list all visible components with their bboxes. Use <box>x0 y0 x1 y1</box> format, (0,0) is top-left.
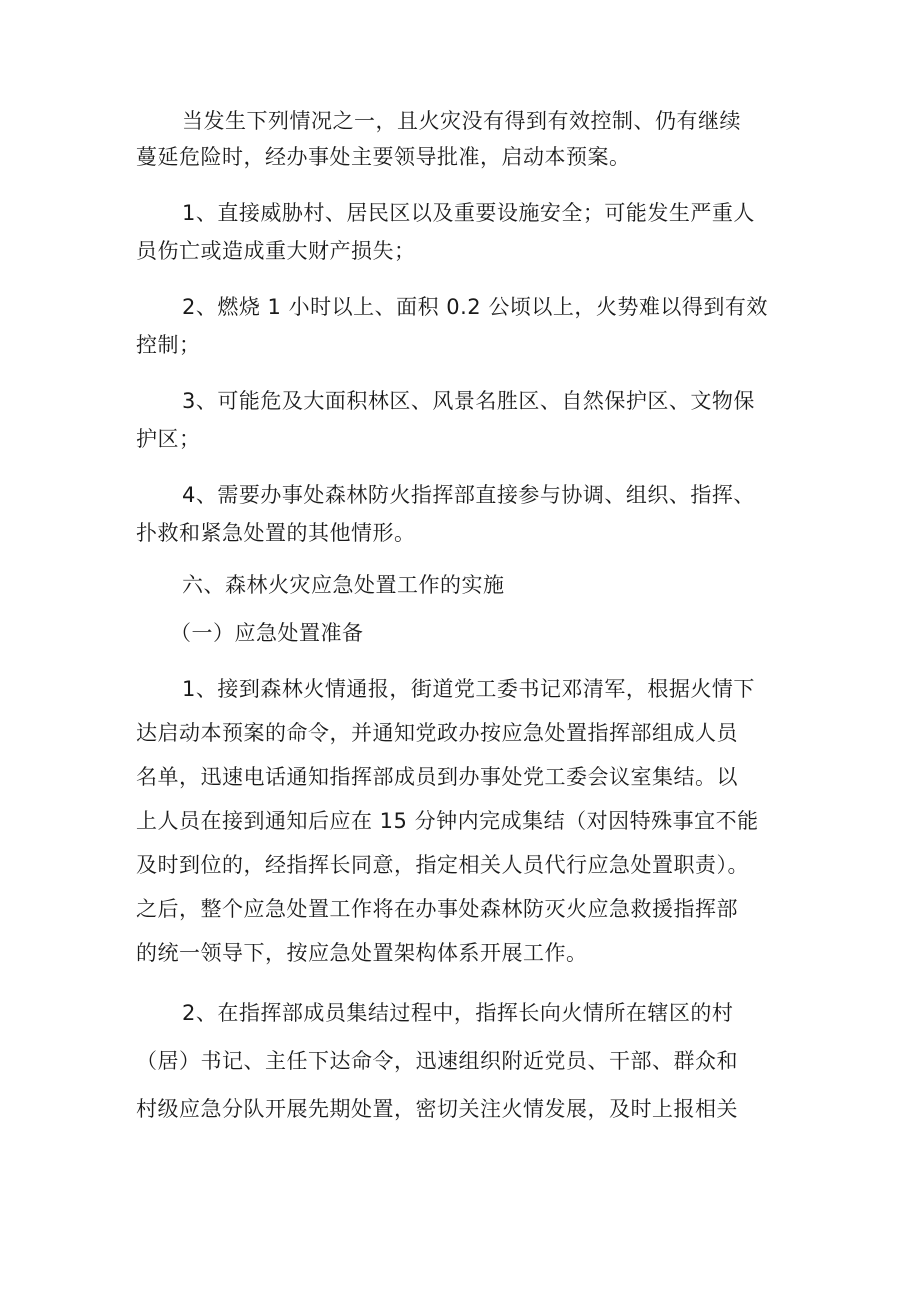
paragraph-line: 达启动本预案的命令，并通知党政办按应急处置指挥部组成人员 <box>136 721 738 745</box>
list-item-line: 2、燃烧 1 小时以上、面积 0.2 公顷以上，火势难以得到有效 <box>182 295 768 319</box>
list-item-line: 3、可能危及大面积林区、风景名胜区、自然保护区、文物保 <box>182 389 755 413</box>
paragraph-line: （居）书记、主任下达命令，迅速组织附近党员、干部、群众和 <box>136 1049 738 1073</box>
paragraph-line: 的统一领导下，按应急处置架构体系开展工作。 <box>136 941 588 965</box>
paragraph-line: 之后，整个应急处置工作将在办事处森林防灭火应急救援指挥部 <box>136 897 738 921</box>
paragraph-line: 2、在指挥部成员集结过程中，指挥长向火情所在辖区的村 <box>182 1001 734 1025</box>
list-item-line: 护区； <box>136 427 201 451</box>
paragraph-line: 当发生下列情况之一，且火灾没有得到有效控制、仍有继续 <box>182 109 741 133</box>
paragraph-line: 蔓延危险时，经办事处主要领导批准，启动本预案。 <box>136 145 631 169</box>
paragraph-line: 村级应急分队开展先期处置，密切关注火情发展，及时上报相关 <box>136 1097 738 1121</box>
list-item-line: 4、需要办事处森林防火指挥部直接参与协调、组织、指挥、 <box>182 483 755 507</box>
list-item-line: 控制； <box>136 333 201 357</box>
list-item-line: 1、直接威胁村、居民区以及重要设施安全；可能发生严重人 <box>182 201 755 225</box>
section-heading: 六、森林火灾应急处置工作的实施 <box>182 573 505 597</box>
paragraph-line: 及时到位的，经指挥长同意，指定相关人员代行应急处置职责）。 <box>136 853 749 877</box>
list-item-line: 扑救和紧急处置的其他情形。 <box>136 521 416 545</box>
paragraph-line: 1、接到森林火情通报，街道党工委书记邓清军，根据火情下 <box>182 677 755 701</box>
paragraph-line: 名单，迅速电话通知指挥部成员到办事处党工委会议室集结。以 <box>136 765 738 789</box>
paragraph-line: 上人员在接到通知后应在 15 分钟内完成集结（对因特殊事宜不能 <box>136 809 759 833</box>
list-item-line: 员伤亡或造成重大财产损失； <box>136 239 416 263</box>
subsection-heading: （一）应急处置准备 <box>170 621 364 645</box>
